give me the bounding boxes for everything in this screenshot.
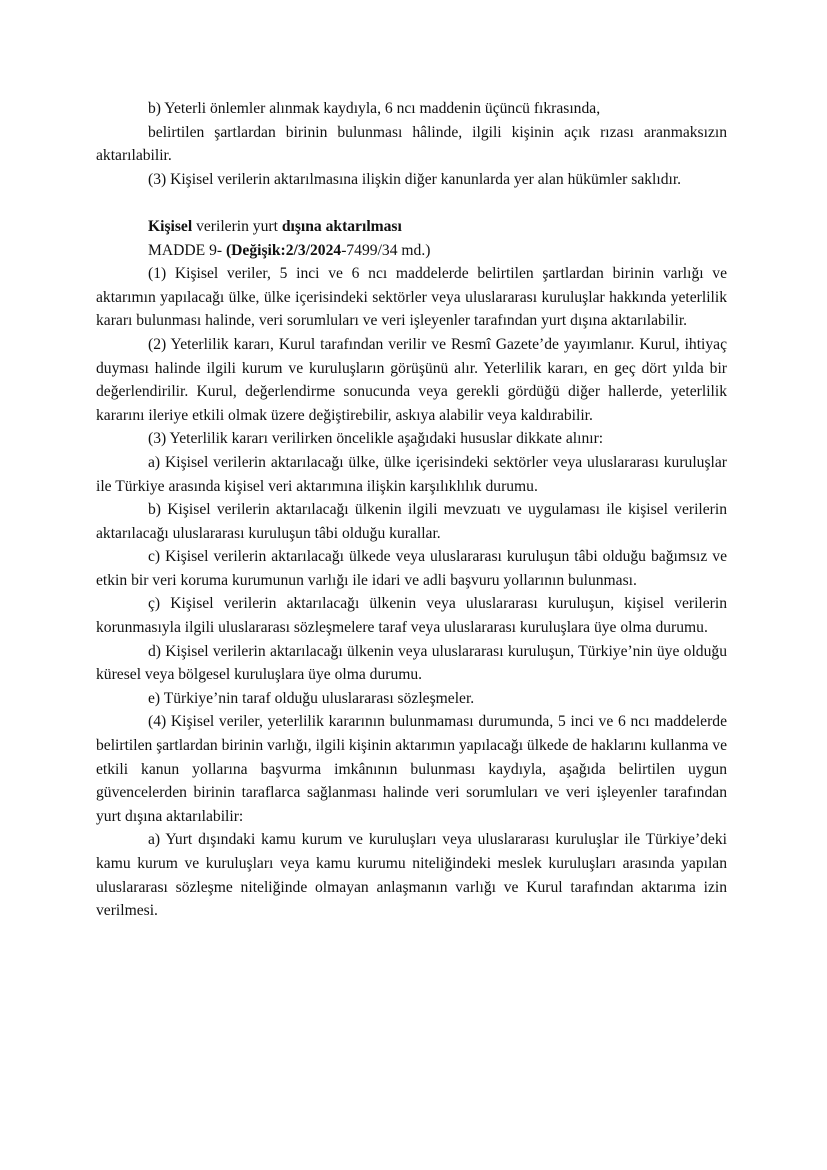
paragraph-3: (3) Yeterlilik kararı verilirken öncelikle aşağıdaki hususlar dikkate alınır:	[148, 430, 604, 448]
paragraph-1: (1) Kişisel veriler, 5 inci ve 6 ncı maddelerde belirtilen şartlardan birinin varlığı ve aktarımın yapılacağı ülke, ülke içerisindeki sektörler veya uluslararası kuruluşlar hakkında yeterlilik kararı bulunması halinde, veri sorumluları ve veri işleyenler tarafından yurt dışına aktarılabilir.	[96, 265, 727, 330]
clause-c-cedilla: ç) Kişisel verilerin aktarılacağı ülkenin veya uluslararası kuruluşun, kişisel verilerin korunmasıyla ilgili uluslararası sözleşmelere taraf veya uluslararası kuruluşlara üye olma durumu.	[96, 595, 727, 637]
heading-bold-part: Kişisel	[148, 217, 193, 235]
paragraph-4: (4) Kişisel veriler, yeterlilik kararının bulunmaması durumunda, 5 inci ve 6 ncı maddelerde belirtilen şartlardan birinin varlığı, ilgili kişinin aktarımın yapılacağı ülkede de haklarını kullanma ve etkili kanun yollarına başvurma imkânının bulunması kaydıyla, aşağıda belirtilen uygun güvencelerden birinin taraflarca sağlanması halinde veri sorumluları ve veri işleyenler tarafından yurt dışına aktarılabilir:	[96, 713, 727, 825]
article-number: MADDE 9-	[148, 241, 226, 259]
paragraph-item-b: b) Yeterli önlemler alınmak kaydıyla, 6 ncı maddenin üçüncü fıkrasında,	[148, 100, 601, 117]
paragraph-item-b-continued: belirtilen şartlardan birinin bulunması hâlinde, ilgili kişinin açık rızası aranmaksızın aktarılabilir.	[96, 123, 727, 165]
heading-regular-part: verilerin yurt	[192, 217, 282, 235]
clause-c: c) Kişisel verilerin aktarılacağı ülkede veya uluslararası kuruluşun tâbi olduğu bağımsız ve etkin bir veri koruma kurumunun varlığı ile idari ve adli başvuru yollarının bulunması.	[96, 548, 727, 589]
document-body	[96, 97, 727, 923]
paragraph-3-reserved-provisions: (3) Kişisel verilerin aktarılmasına ilişkin diğer kanunlarda yer alan hükümler saklıdır.	[148, 170, 682, 188]
clause-e: e) Türkiye’nin taraf olduğu uluslararası sözleşmeler.	[148, 689, 475, 707]
amendment-law-reference: -7499/34 md.)	[341, 241, 431, 259]
clause-d: d) Kişisel verilerin aktarılacağı ülkenin veya uluslararası kuruluşun, Türkiye’nin üye olduğu küresel veya bölgesel kuruluşlara üye olma durumu.	[96, 642, 727, 684]
paragraph-2: (2) Yeterlilik kararı, Kurul tarafından verilir ve Resmî Gazete’de yayımlanır. Kurul, ihtiyaç duyması halinde ilgili kurum ve kuruluşların görüşünü alır. Yeterlilik kararı, en geç dört yılda bir değerlendirilir. Kurul, değerlendirme sonucunda veya gerekli gördüğü diğer hallerde, yeterlilik kararını ileriye etkili olmak üzere değiştirebilir, askıya alabilir veya kaldırabilir.	[96, 335, 727, 424]
heading-bold-part-2: dışına aktarılması	[281, 217, 402, 235]
article-number-line	[96, 239, 727, 263]
clause-a: a) Kişisel verilerin aktarılacağı ülke, ülke içerisindeki sektörler veya uluslararası kuruluşlar ile Türkiye arasında kişisel veri aktarımına ilişkin karşılıklılık durumu.	[96, 453, 727, 495]
paragraph-4-clause-a: a) Yurt dışındaki kamu kurum ve kuruluşları veya uluslararası kuruluşlar ile Türkiye’deki kamu kurum ve kuruluşları veya kamu kurumu niteliğindeki meslek kuruluşları arasında yapılan uluslararası sözleşme niteliğinde olmayan anlaşmanın varlığı ve Kurul tarafından aktarıma izin verilmesi.	[96, 831, 727, 920]
amendment-reference: (Değişik:2/3/2024	[225, 241, 342, 259]
article-heading	[96, 215, 727, 239]
spacer	[96, 191, 727, 215]
clause-b: b) Kişisel verilerin aktarılacağı ülkenin ilgili mevzuatı ve uygulaması ile kişisel verilerin aktarılacağı uluslararası kuruluşun tâbi olduğu kurallar.	[96, 501, 727, 542]
